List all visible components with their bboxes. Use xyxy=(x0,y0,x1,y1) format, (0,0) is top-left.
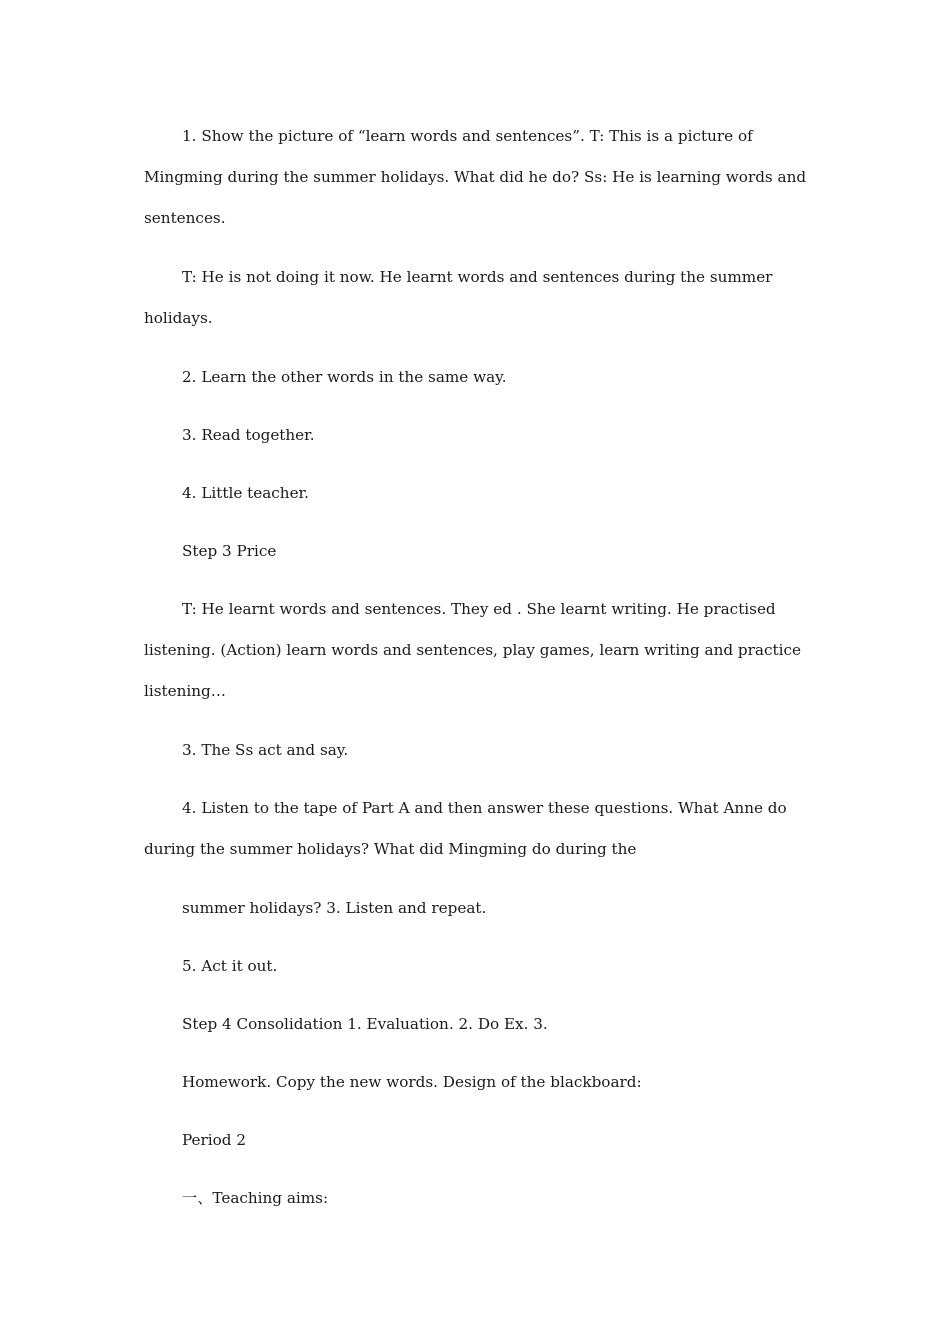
paragraph-act-it-out: 5. Act it out. xyxy=(182,957,278,975)
paragraph-summer-holidays-continued: summer holidays? 3. Listen and repeat. xyxy=(182,899,487,917)
paragraph-homework: Homework. Copy the new words. Design of the blackboard: xyxy=(182,1073,642,1091)
step-3-heading: Step 3 Price xyxy=(182,542,277,560)
paragraph-show-picture: 1. Show the picture of “learn words and sentences”. T: This is a picture of Mingming during the summer holidays. What did he do? Ss: He is learning words and sentences. xyxy=(144,127,807,227)
paragraph-act-and-say: 3. The Ss act and say. xyxy=(182,741,349,759)
teaching-aims-heading: 一、Teaching aims: xyxy=(182,1189,329,1207)
paragraph-step-3-teacher: T: He learnt words and sentences. They ed . She learnt writing. He practised listening. (Action) learn words and sentences, play games, learn writing and practice listening… xyxy=(144,600,801,700)
paragraph-read-together: 3. Read together. xyxy=(182,426,315,444)
paragraph-listen-to-tape: 4. Listen to the tape of Part A and then answer these questions. What Anne do during the summer holidays? What did Mingming do during the xyxy=(144,799,787,858)
paragraph-little-teacher: 4. Little teacher. xyxy=(182,484,309,502)
paragraph-learn-other-words: 2. Learn the other words in the same way. xyxy=(182,368,507,386)
paragraph-teacher-explains: T: He is not doing it now. He learnt words and sentences during the summer holidays. xyxy=(144,268,773,327)
step-4-consolidation: Step 4 Consolidation 1. Evaluation. 2. Do Ex. 3. xyxy=(182,1015,548,1033)
period-2-heading: Period 2 xyxy=(182,1131,246,1149)
